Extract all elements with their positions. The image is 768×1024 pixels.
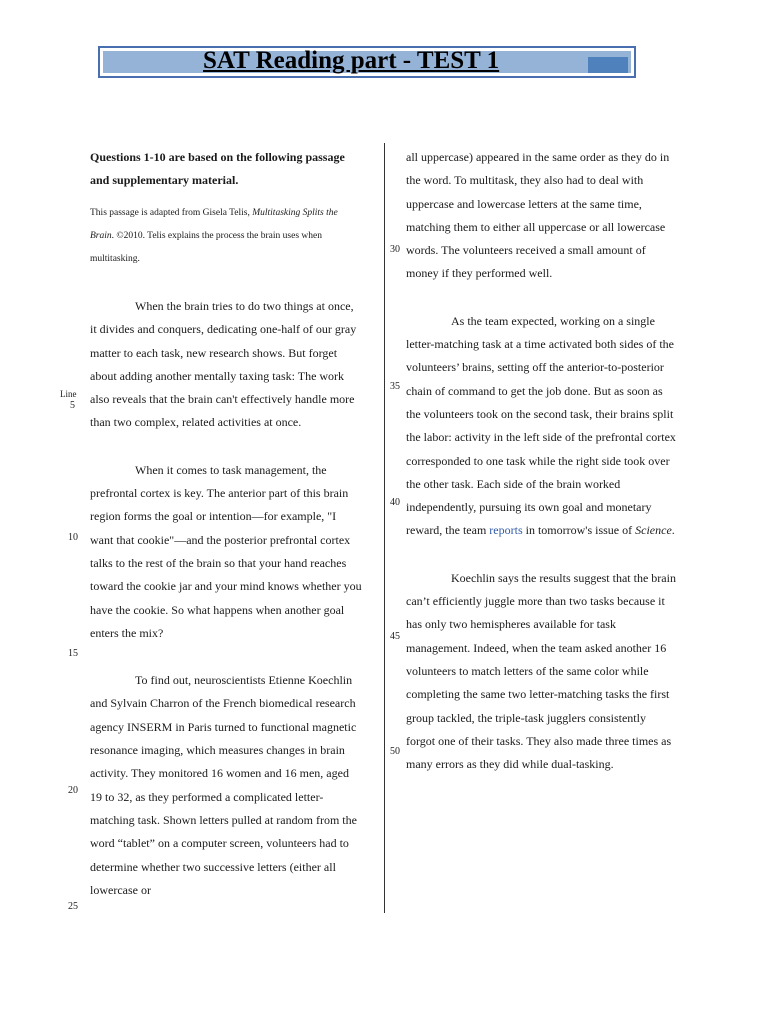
line-number-40: 40 — [390, 497, 400, 508]
banner-accent-block — [588, 57, 628, 73]
passage-intro: Questions 1-10 are based on the following passage and supplementary material. — [90, 150, 345, 187]
period: . — [671, 523, 675, 538]
line-number-45: 45 — [390, 631, 400, 642]
reports-link[interactable]: reports — [489, 523, 523, 538]
page-title: SAT Reading part - TEST 1 — [203, 47, 500, 74]
line-number-5: 5 — [70, 400, 75, 411]
source-suffix: . ©2010. Telis explains the process the brain uses when multitasking. — [90, 231, 322, 264]
paragraph — [406, 310, 678, 543]
line-number-35: 35 — [390, 381, 400, 392]
paragraph — [406, 146, 678, 286]
line-number-10: 10 — [68, 532, 78, 543]
title-banner — [98, 46, 636, 78]
line-number-20: 20 — [68, 785, 78, 796]
passage-source — [90, 202, 362, 271]
column-divider — [384, 143, 385, 913]
line-number-15: 15 — [68, 648, 78, 659]
paragraph-text: To find out, neuroscientists Etienne Koechlin and Sylvain Charron of the French biomedical research agency INSERM in Paris turned to functional magnetic resonance imaging, which measures changes in brain activity. They monitored 16 women and 16 men, aged 19 to 32, as they performed a complicated letter-matching task. Shown letters pulled at random from the word “tablet” on a computer screen, volunteers had to determine whether two successive letters (either all lowercase or — [90, 673, 357, 897]
line-label: Line — [60, 389, 77, 399]
paragraph-text: When the brain tries to do two things at once, it divides and conquers, dedicating one-half of our gray matter to each task, new research shows. But forget about adding another mentally taxing task: The work also reveals that the brain can't effectively handle more than two complex, related activities at once. — [90, 299, 357, 430]
paragraph-text: in tomorrow's issue of — [522, 523, 636, 538]
paragraph-text: As the team expected, working on a single letter-matching task at a time activated both sides of the volunteers’ brains, setting off the anterior-to-posterior chain of command to get the job done. But as soon as the volunteers took on the second task, their brains split the labor: activity in the left side of the prefrontal cortex corresponded to one task while the right side took over the other task. Each side of the brain worked independently, pursuing its own goal and monetary reward, the team — [406, 313, 676, 538]
line-number-50: 50 — [390, 746, 400, 757]
paragraph — [406, 567, 678, 777]
line-number-30: 30 — [390, 244, 400, 255]
left-column — [90, 146, 362, 902]
paragraph-text: When it comes to task management, the prefrontal cortex is key. The anterior part of this brain region forms the goal or intention—for example, "I want that cookie"—and the posterior prefrontal cortex talks to the rest of the brain so that your hand reaches toward the cookie jar and your mind knows whether you have the cookie. So what happens when another goal enters the mix? — [90, 462, 362, 640]
right-column — [406, 146, 678, 776]
source-title: Multitasking Splits the Brain — [90, 208, 338, 241]
journal-name: Science — [635, 523, 672, 538]
paragraph-text: all uppercase) appeared in the same order as they do in the word. To multitask, they also had to deal with uppercase and lowercase letters at the same time, matching them to either all uppercase or all lowercase words. The volunteers received a small amount of money if they performed well. — [406, 150, 670, 281]
paragraph — [90, 295, 362, 435]
source-prefix: This passage is adapted from Gisela Telis, — [90, 208, 253, 218]
paragraph — [90, 669, 362, 902]
paragraph-text: Koechlin says the results suggest that the brain can’t efficiently juggle more than two tasks because it has only two hemispheres available for task management. Indeed, when the team asked another 16 volunteers to match letters of the same color while completing the same two letter-matching tasks the first group tackled, the triple-task jugglers consistently forgot one of their tasks. They also made three times as many errors as they did while dual-tasking. — [406, 570, 676, 772]
line-number-25: 25 — [68, 901, 78, 912]
banner-fill — [103, 47, 631, 74]
paragraph — [90, 459, 362, 645]
